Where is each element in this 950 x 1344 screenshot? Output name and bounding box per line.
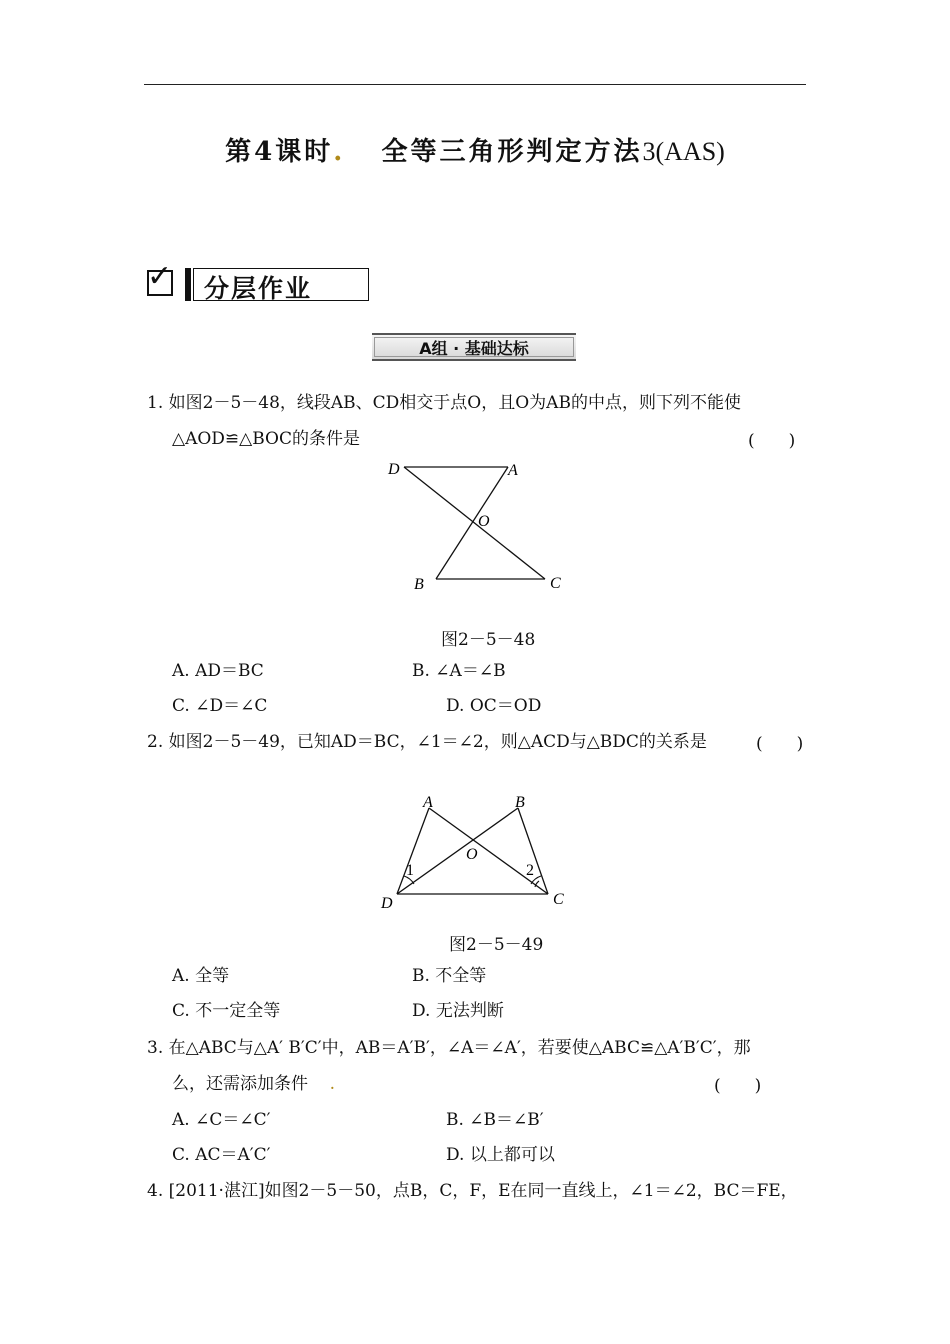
q1-answer-paren: ( ) bbox=[748, 431, 796, 451]
q4-number: 4. bbox=[147, 1181, 164, 1201]
label-D: D bbox=[381, 895, 393, 912]
label-C: C bbox=[553, 891, 564, 908]
segment-DC bbox=[404, 467, 545, 579]
q2-number: 2. bbox=[147, 732, 164, 752]
q3-text-line1 bbox=[147, 1037, 751, 1059]
q1-line1: 如图2－5－48，线段AB、CD相交于点O，且O为AB的中点，则下列不能使 bbox=[168, 393, 741, 413]
q1-option-d: D. OC＝OD bbox=[446, 696, 542, 716]
segment-AD bbox=[397, 808, 429, 894]
figure-caption-48: 图2－5－48 bbox=[441, 630, 536, 650]
q1-option-b: B. ∠A＝∠B bbox=[412, 661, 506, 681]
q3-option-a: A. ∠C＝∠C′ bbox=[172, 1110, 271, 1130]
q3-option-d: D. 以上都可以 bbox=[446, 1145, 555, 1165]
q4-line1: [2011·湛江]如图2－5－50，点B，C，F，E在同一直线上，∠1＝∠2，BC＝FE， bbox=[168, 1181, 798, 1201]
title-lesson: 第4课时 bbox=[225, 137, 334, 167]
label-O: O bbox=[478, 513, 490, 530]
label-C: C bbox=[550, 575, 561, 592]
q2-answer-paren: ( ) bbox=[756, 734, 804, 754]
q3-answer-paren: ( ) bbox=[714, 1076, 762, 1096]
page-title: 第4课时. 全等三角形判定方法3(AAS) bbox=[225, 137, 725, 167]
q1-option-c: C. ∠D＝∠C bbox=[172, 696, 268, 716]
q3-line1: 在△ABC与△A′ B′C′中，AB＝A′B′，∠A＝∠A′，若要使△ABC≌△A′B′C′，那 bbox=[168, 1038, 751, 1058]
label-A: A bbox=[423, 794, 433, 811]
section-bar bbox=[185, 268, 191, 301]
q1-text-line2: △AOD≌△BOC的条件是 bbox=[172, 429, 360, 449]
section-label: 分层作业 bbox=[204, 274, 313, 303]
figure-2-5-49 bbox=[375, 786, 575, 916]
q3-number: 3. bbox=[147, 1038, 164, 1058]
q3-option-c: C. AC＝A′C′ bbox=[172, 1145, 271, 1165]
label-angle-2: 2 bbox=[526, 862, 534, 879]
title-topic: 全等三角形判定方法 bbox=[381, 137, 643, 167]
top-rule bbox=[144, 84, 806, 85]
q2-text-line1 bbox=[147, 731, 707, 753]
segment-AC bbox=[429, 808, 548, 894]
group-label: A组 · 基础达标 bbox=[419, 339, 529, 358]
label-A: A bbox=[508, 462, 518, 479]
q2-option-c: C. 不一定全等 bbox=[172, 1001, 281, 1021]
q2-option-a: A. 全等 bbox=[172, 966, 230, 986]
q2-line1: 如图2－5－49，已知AD＝BC，∠1＝∠2，则△ACD与△BDC的关系是 bbox=[168, 732, 707, 752]
q3-option-b: B. ∠B＝∠B′ bbox=[446, 1110, 544, 1130]
label-O: O bbox=[466, 846, 478, 863]
check-mark-icon: ✓ bbox=[147, 259, 173, 294]
q1-number: 1. bbox=[147, 393, 164, 413]
q3-line2: 么，还需添加条件 bbox=[172, 1074, 308, 1094]
q1-text-line1 bbox=[147, 392, 741, 414]
q2-option-b: B. 不全等 bbox=[412, 966, 487, 986]
q1-option-a: A. AD＝BC bbox=[172, 661, 264, 681]
label-D: D bbox=[388, 461, 400, 478]
label-B: B bbox=[515, 794, 525, 811]
title-suffix: 3(AAS) bbox=[642, 137, 725, 166]
q3-text-line2: 么，还需添加条件 . bbox=[172, 1074, 336, 1094]
figure-2-5-48 bbox=[380, 455, 580, 595]
label-angle-1: 1 bbox=[406, 862, 414, 879]
figure-caption-49: 图2－5－49 bbox=[449, 935, 544, 955]
label-B: B bbox=[414, 576, 424, 593]
segment-BD bbox=[397, 808, 518, 894]
q2-option-d: D. 无法判断 bbox=[412, 1001, 504, 1021]
segment-AB bbox=[436, 467, 508, 579]
q4-text-line1 bbox=[147, 1180, 798, 1202]
